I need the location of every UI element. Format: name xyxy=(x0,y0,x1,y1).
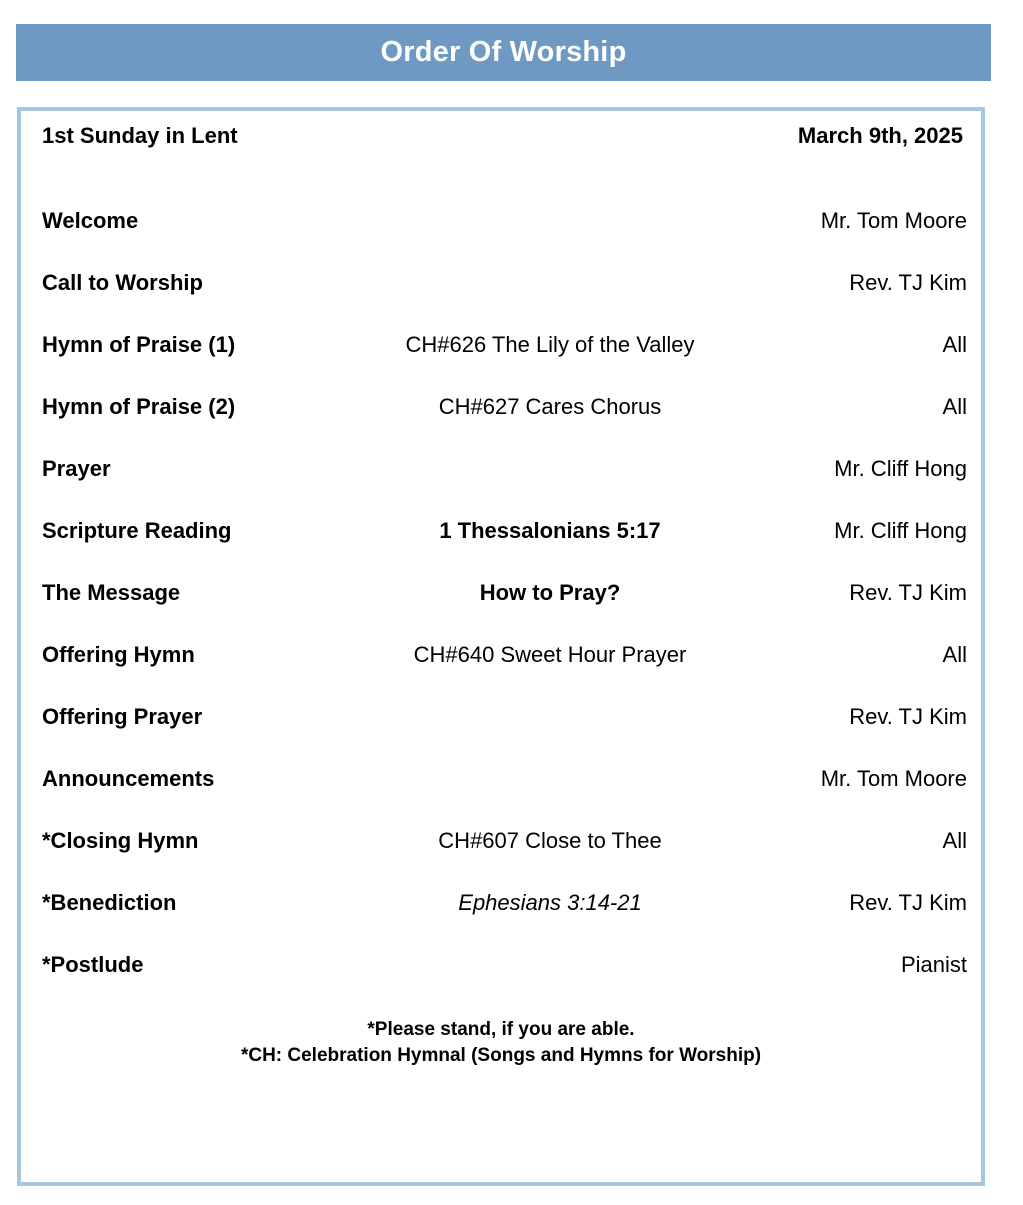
item-name: Scripture Reading xyxy=(42,518,232,543)
item-detail: CH#607 Close to Thee xyxy=(438,828,662,853)
order-item-closing-hymn xyxy=(42,828,967,890)
item-name: *Postlude xyxy=(42,952,144,977)
item-leader: All xyxy=(942,828,967,853)
order-item-hymn-of-praise-2 xyxy=(42,394,967,456)
item-detail: Ephesians 3:14-21 xyxy=(458,890,642,915)
service-header xyxy=(42,123,963,153)
item-leader: All xyxy=(942,332,967,357)
item-name: Offering Hymn xyxy=(42,642,195,667)
item-name: Welcome xyxy=(42,208,139,233)
item-detail: 1 Thessalonians 5:17 xyxy=(439,518,661,543)
item-leader: Mr. Cliff Hong xyxy=(834,518,967,543)
service-date: March 9th, 2025 xyxy=(797,123,963,148)
item-leader: Pianist xyxy=(900,952,967,977)
stand-note: *Please stand, if you are able. xyxy=(367,1019,635,1040)
item-name: Prayer xyxy=(42,456,111,481)
item-detail: How to Pray? xyxy=(479,580,621,605)
item-name: *Closing Hymn xyxy=(42,828,199,853)
item-leader: All xyxy=(942,642,967,667)
order-item-postlude xyxy=(42,952,967,1014)
order-item-call-to-worship xyxy=(42,270,967,332)
worship-order-frame xyxy=(17,107,985,1186)
item-name: *Benediction xyxy=(42,890,177,915)
order-item-benediction xyxy=(42,890,967,952)
item-name: Call to Worship xyxy=(42,270,203,295)
item-leader: Mr. Tom Moore xyxy=(820,208,967,233)
item-name: Hymn of Praise (1) xyxy=(42,332,236,357)
item-leader: Mr. Tom Moore xyxy=(820,766,967,791)
item-leader: Rev. TJ Kim xyxy=(849,270,967,295)
order-item-offering-hymn xyxy=(42,642,967,704)
order-item-offering-prayer xyxy=(42,704,967,766)
service-occasion: 1st Sunday in Lent xyxy=(42,123,238,148)
item-name: Offering Prayer xyxy=(42,704,203,729)
item-name: The Message xyxy=(42,580,181,605)
order-item-announcements xyxy=(42,766,967,828)
item-detail: CH#640 Sweet Hour Prayer xyxy=(413,642,687,667)
item-leader: Rev. TJ Kim xyxy=(849,580,967,605)
item-leader: Rev. TJ Kim xyxy=(849,890,967,915)
footnotes xyxy=(21,1017,981,1069)
order-item-scripture-reading xyxy=(42,518,967,580)
order-item-prayer xyxy=(42,456,967,518)
page-title: Order Of Worship xyxy=(380,36,627,68)
order-item-welcome xyxy=(42,208,967,270)
item-detail: CH#627 Cares Chorus xyxy=(438,394,662,419)
title-banner xyxy=(16,24,991,81)
item-leader: Rev. TJ Kim xyxy=(849,704,967,729)
item-detail: CH#626 The Lily of the Valley xyxy=(405,332,695,357)
item-leader: Mr. Cliff Hong xyxy=(834,456,967,481)
item-name: Announcements xyxy=(42,766,215,791)
order-item-hymn-of-praise-1 xyxy=(42,332,967,394)
order-list xyxy=(42,208,967,1014)
item-leader: All xyxy=(942,394,967,419)
order-item-the-message xyxy=(42,580,967,642)
hymnal-note: *CH: Celebration Hymnal (Songs and Hymns for Worship) xyxy=(240,1045,762,1066)
item-name: Hymn of Praise (2) xyxy=(42,394,236,419)
